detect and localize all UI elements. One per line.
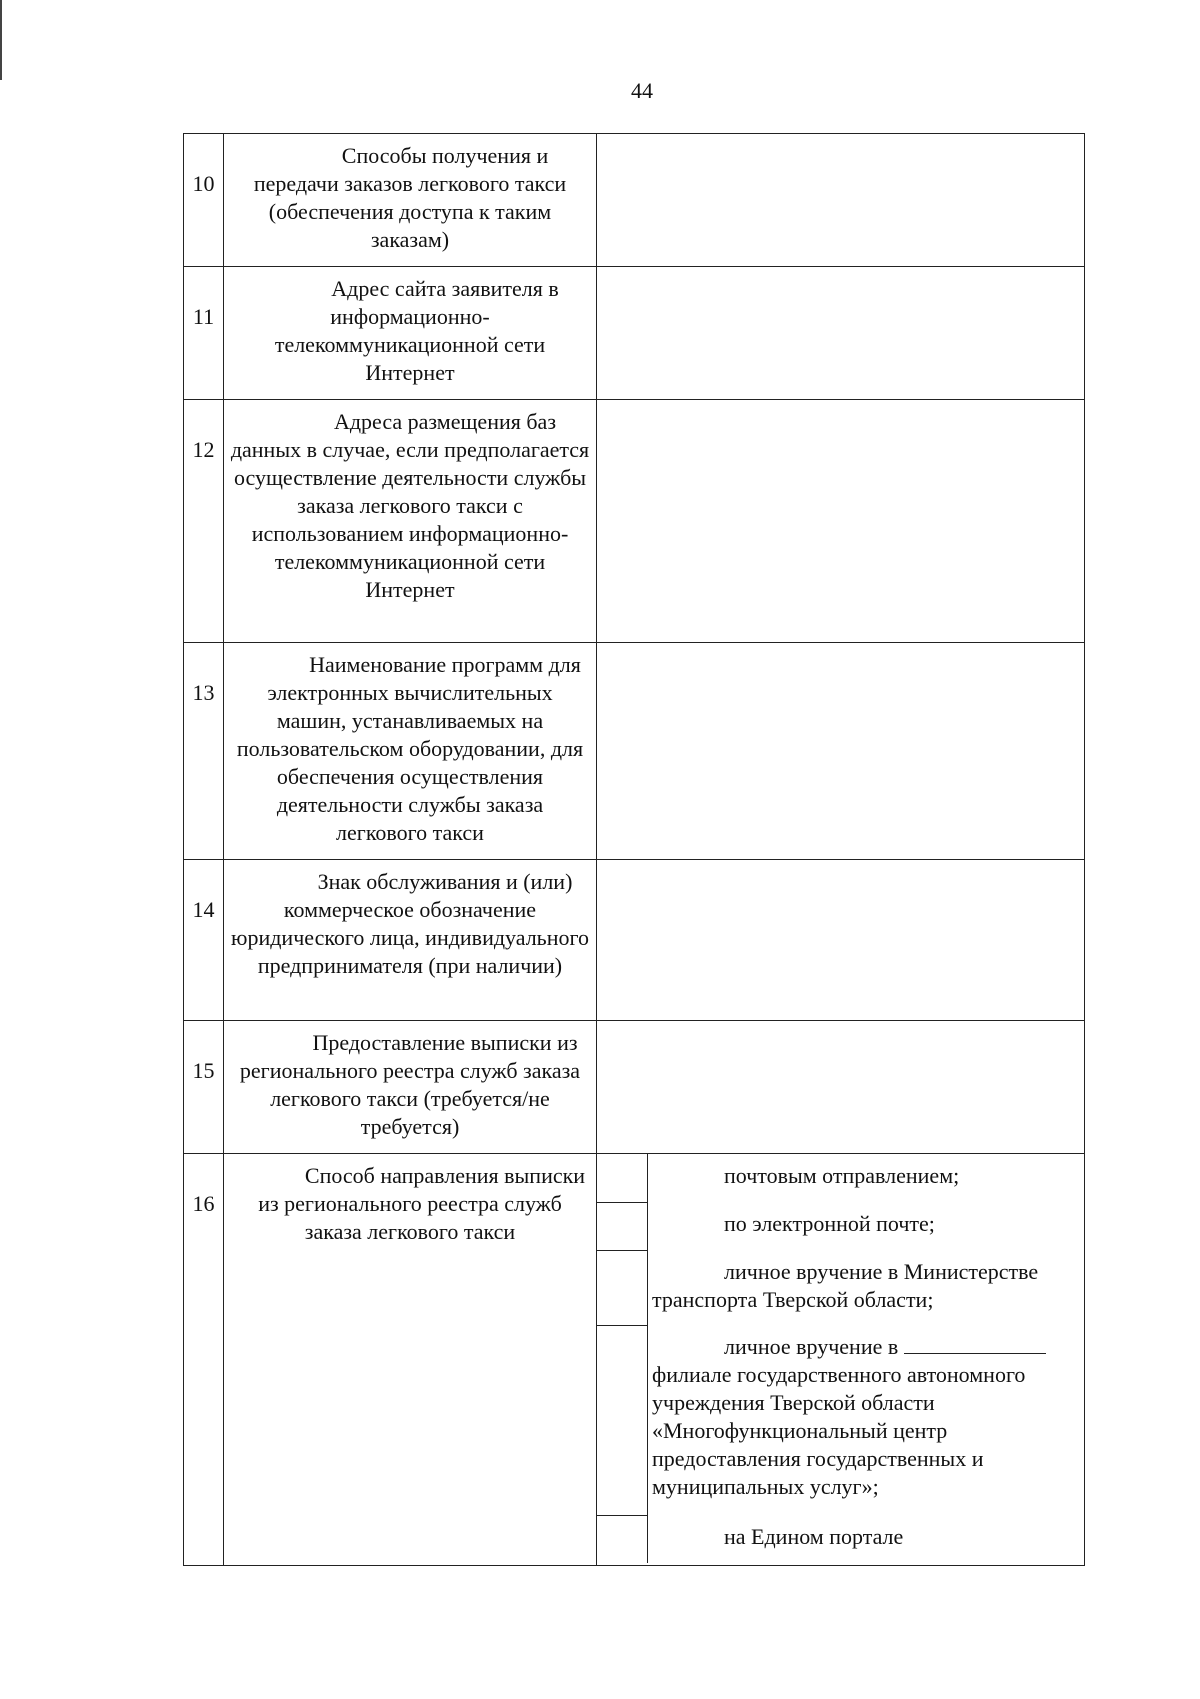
row-number: 13 bbox=[184, 643, 224, 860]
row-number: 11 bbox=[184, 267, 224, 400]
mfc-branch-blank[interactable] bbox=[904, 1333, 1046, 1354]
value-field[interactable] bbox=[597, 643, 1085, 860]
row-label bbox=[224, 643, 597, 860]
row-label-text: Знак обслуживания и (или) коммерческое обозначение юридического лица, индивидуального предпринимателя (при наличии) bbox=[231, 869, 589, 978]
scan-edge-mark bbox=[0, 0, 2, 80]
application-form-table bbox=[183, 133, 1085, 1566]
option-portal-label: на Едином портале bbox=[724, 1524, 904, 1549]
row-number: 16 bbox=[184, 1154, 224, 1566]
option-postal-label: почтовым отправлением; bbox=[724, 1163, 960, 1188]
checkbox-ministry[interactable] bbox=[597, 1250, 648, 1325]
table-row bbox=[184, 643, 1085, 860]
row-number: 14 bbox=[184, 860, 224, 1021]
page-number: 44 bbox=[631, 78, 653, 103]
list-item bbox=[597, 1325, 1084, 1515]
row-label-text: Способы получения и передачи заказов легкового такси (обеспечения доступа к таким заказам) bbox=[253, 143, 567, 252]
row-label-text: Способ направления выписки из регионального реестра служб заказа легкового такси bbox=[258, 1163, 586, 1244]
row-number: 12 bbox=[184, 400, 224, 643]
value-field[interactable] bbox=[597, 134, 1085, 267]
table-row bbox=[184, 1154, 1085, 1566]
row-label bbox=[224, 1154, 597, 1566]
list-item bbox=[597, 1154, 1084, 1202]
checkbox-mfc[interactable] bbox=[597, 1325, 648, 1515]
checkbox-postal[interactable] bbox=[597, 1154, 648, 1202]
value-field[interactable] bbox=[597, 267, 1085, 400]
option-email-label: по электронной почте; bbox=[724, 1211, 935, 1236]
option-mfc-label bbox=[648, 1325, 1085, 1515]
row-number: 15 bbox=[184, 1021, 224, 1154]
option-ministry-label: личное вручение в Министерстве транспорта Тверской области; bbox=[652, 1259, 1039, 1312]
table-row bbox=[184, 134, 1085, 267]
delivery-options bbox=[597, 1154, 1085, 1566]
option-mfc-prefix: личное вручение в bbox=[724, 1334, 899, 1359]
value-field[interactable] bbox=[597, 1021, 1085, 1154]
table-row bbox=[184, 267, 1085, 400]
table-row bbox=[184, 1021, 1085, 1154]
table-row bbox=[184, 860, 1085, 1021]
row-label bbox=[224, 400, 597, 643]
row-label bbox=[224, 860, 597, 1021]
row-number: 10 bbox=[184, 134, 224, 267]
option-mfc-suffix: филиале государственного автономного учреждения Тверской области «Многофункциональный центр предоставления государственных и муниципальных услуг»; bbox=[652, 1362, 1026, 1499]
checkbox-portal[interactable] bbox=[597, 1515, 648, 1563]
delivery-options-list bbox=[597, 1154, 1084, 1563]
row-label-text: Наименование программ для электронных вычислительных машин, устанавливаемых на пользовательском оборудовании, для обеспечения осуществления деятельности службы заказа легкового такси bbox=[236, 652, 584, 845]
row-label bbox=[224, 1021, 597, 1154]
table-row bbox=[184, 400, 1085, 643]
list-item bbox=[597, 1515, 1084, 1563]
list-item bbox=[597, 1202, 1084, 1250]
value-field[interactable] bbox=[597, 860, 1085, 1021]
value-field[interactable] bbox=[597, 400, 1085, 643]
row-label-text: Адрес сайта заявителя в информационно-телекоммуникационной сети Интернет bbox=[274, 276, 559, 385]
checkbox-email[interactable] bbox=[597, 1202, 648, 1250]
row-label-text: Адреса размещения баз данных в случае, если предполагается осуществление деятельности службы заказа легкового такси с использованием информационно-телекоммуникационной сети Интернет bbox=[230, 409, 590, 602]
row-label bbox=[224, 134, 597, 267]
row-label-text: Предоставление выписки из регионального реестра служб заказа легкового такси (требуется/не требуется) bbox=[239, 1030, 581, 1139]
list-item bbox=[597, 1250, 1084, 1325]
row-label bbox=[224, 267, 597, 400]
